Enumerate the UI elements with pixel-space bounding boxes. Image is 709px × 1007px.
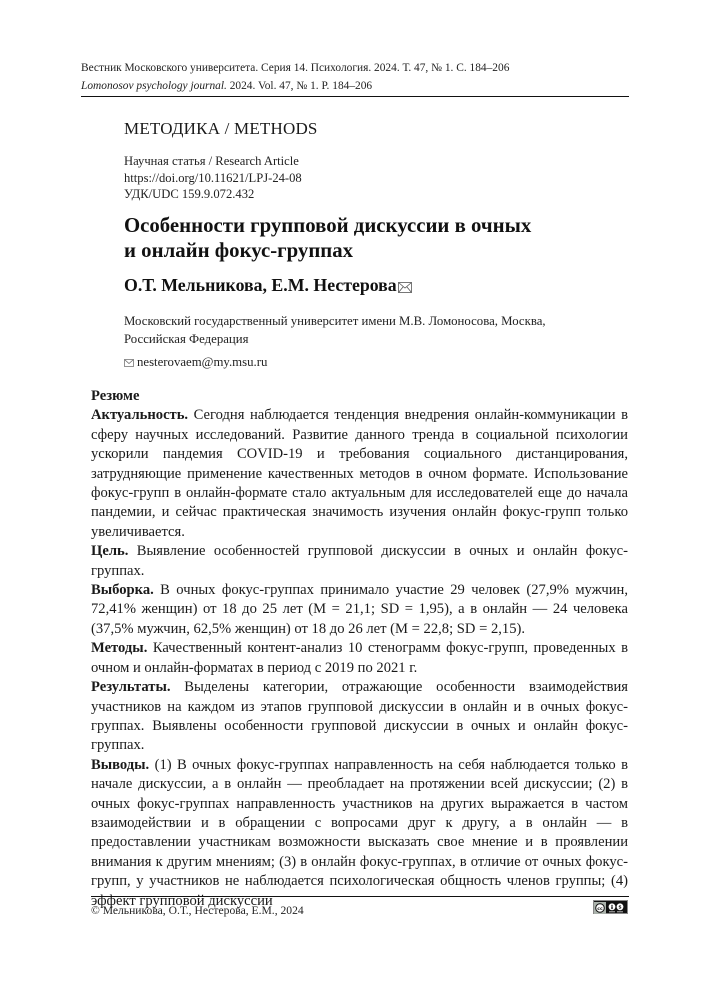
- journal-issue-en: 2024. Vol. 47, № 1. P. 184–206: [226, 80, 373, 92]
- abstract: [91, 387, 628, 911]
- journal-name-en: Lomonosov psychology journal.: [81, 80, 227, 92]
- affiliation-line-1: Московский государственный университет имени М.В. Ломоносова, Москва,: [124, 314, 546, 328]
- authors: [124, 275, 412, 298]
- abstract-label: Актуальность.: [91, 407, 189, 424]
- envelope-icon: [398, 277, 412, 298]
- abstract-objective: [91, 542, 628, 581]
- article-type: Научная статья / Research Article: [124, 154, 299, 168]
- abstract-label: Выборка.: [91, 582, 154, 599]
- cc-by-nc-icon[interactable]: [593, 900, 628, 914]
- article-meta: [124, 153, 302, 203]
- abstract-text: В очных фокус-группах принимало участие 29 человек (27,9% мужчин, 72,41% женщин) от 18 до 25 лет (M = 21,1; SD = 1,95), а в онлайн — 24 человека (37,5% мужчин, 62,5% женщин) от 18 до 26 лет (M = 22,8; SD = 2,15).: [91, 582, 628, 637]
- author-names: О.Т. Мельникова, Е.М. Нестерова: [124, 275, 397, 295]
- journal-citation-ru: Вестник Московского университета. Серия 14. Психология. 2024. Т. 47, № 1. С. 184–206: [81, 62, 510, 74]
- email-link[interactable]: nesterovaem@my.msu.ru: [137, 355, 268, 369]
- abstract-sample: [91, 581, 628, 639]
- abstract-text: (1) В очных фокус-группах направленность на себя наблюдается только в начале дискуссии, а в онлайн — преобладает на протяжении всей дискуссии; (2) в очных фокус-группах направленность участников на других выражается в частом взаимодействии и в обращении с вопросами друг к другу, а в онлайн — в предоставлении участникам возможности высказать свое мнение и в проявлении внимания к другим мнениям; (3) в онлайн фокус-группах, в отличие от очных фокус-групп, у участников не наблюдается психологическая общность членов группы; (4) эффект групповой дискуссии: [91, 756, 628, 909]
- abstract-label: Результаты.: [91, 679, 171, 696]
- svg-text:$: $: [618, 905, 622, 911]
- abstract-text: Качественный контент-анализ 10 стенограмм фокус-групп, проведенных в очном и онлайн-форматах в период с 2019 по 2021 г.: [91, 640, 628, 676]
- envelope-icon: [124, 356, 134, 371]
- article-title: [124, 213, 604, 263]
- abstract-conclusions: [91, 756, 628, 911]
- abstract-label: Цель.: [91, 543, 129, 560]
- abstract-text: Сегодня наблюдается тенденция внедрения онлайн-коммуникации в сферу научных исследований. Развитие данного тренда в социальной психологии ускорили пандемия COVID-19 и требования социального дистанцирования, затрудняющие применение качественных методов в очном формате. Использование фокус-групп в онлайн-формате стало актуальным для исследователей еще до начала пандемии, и сейчас практическая значимость изучения онлайн фокус-групп только увеличивается.: [91, 407, 628, 540]
- svg-text:cc: cc: [597, 906, 603, 912]
- affiliation: [124, 312, 634, 348]
- udc-code: УДК/UDC 159.9.072.432: [124, 187, 255, 201]
- abstract-relevance: [91, 406, 628, 542]
- title-line-2: и онлайн фокус-группах: [124, 239, 354, 262]
- copyright-notice: © Мельникова, О.Т., Нестерова, Е.М., 2024: [91, 904, 304, 917]
- abstract-label: Методы.: [91, 640, 148, 657]
- corresponding-email: [124, 355, 267, 371]
- abstract-methods: [91, 639, 628, 678]
- section-label: МЕТОДИКА / METHODS: [124, 119, 318, 138]
- abstract-label: Выводы.: [91, 756, 150, 773]
- doi-link[interactable]: https://doi.org/10.11621/LPJ-24-08: [124, 170, 302, 185]
- running-head: [81, 59, 509, 95]
- abstract-text: Выделены категории, отражающие особенности взаимодействия участников на каждом из этапов групповой дискуссии в онлайн и в очных фокус-группах. Выявлены особенности групповой дискуссии в очных и онлайн фокус-группах.: [91, 679, 628, 754]
- header-divider: [81, 96, 629, 97]
- abstract-results: [91, 678, 628, 756]
- title-line-1: Особенности групповой дискуссии в очных: [124, 214, 532, 237]
- footer-divider: [91, 896, 629, 897]
- affiliation-line-2: Российская Федерация: [124, 332, 249, 346]
- journal-citation-en: [81, 77, 509, 95]
- abstract-heading: Резюме: [91, 388, 140, 404]
- abstract-text: Выявление особенностей групповой дискуссии в очных и онлайн фокус-группах.: [91, 543, 628, 579]
